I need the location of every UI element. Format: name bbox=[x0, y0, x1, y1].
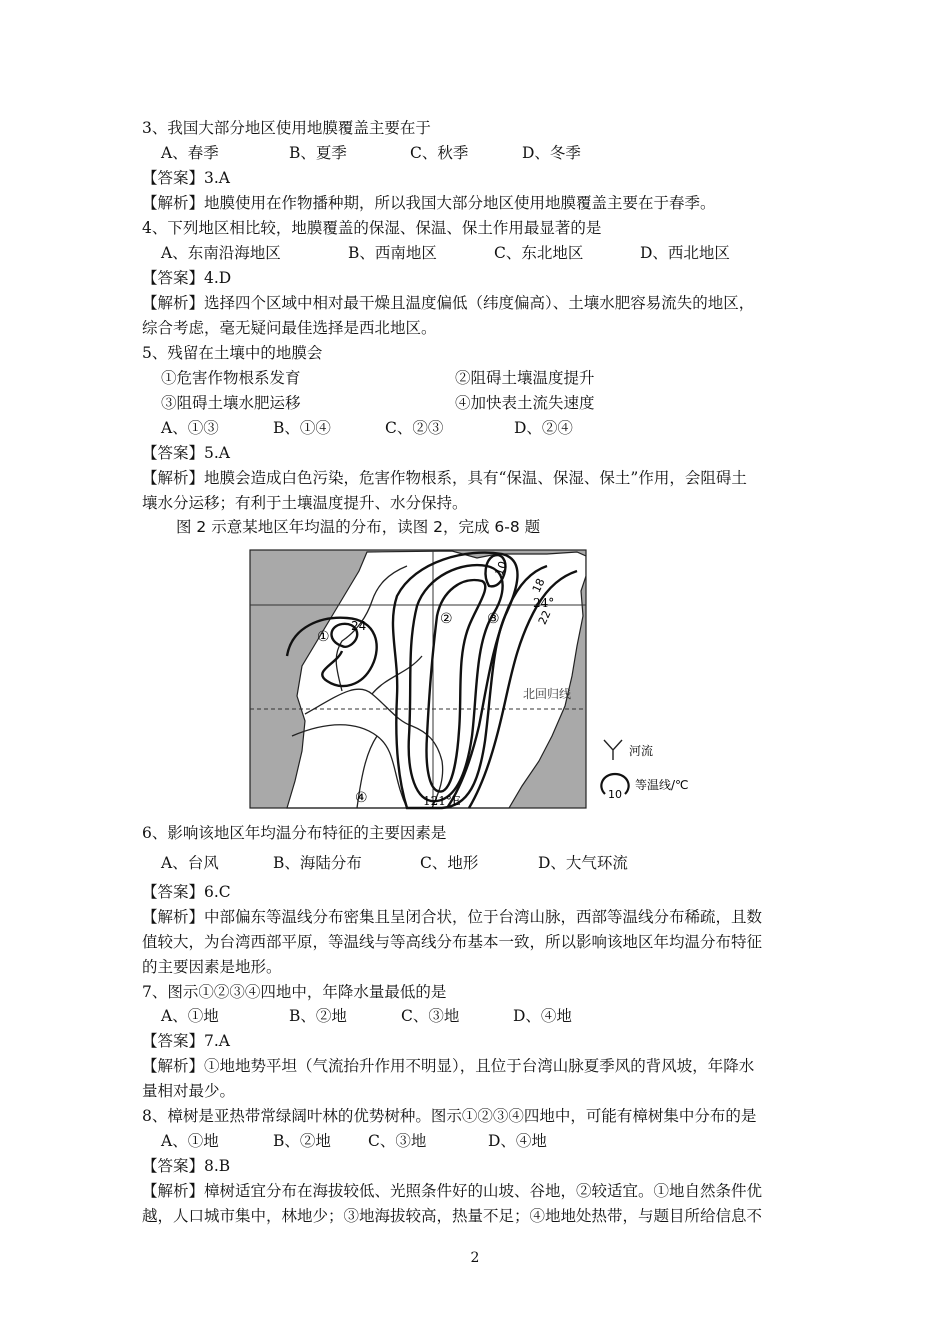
q4-option-b: B、西南地区 bbox=[348, 244, 437, 262]
q3-option-d: D、冬季 bbox=[522, 144, 581, 162]
q5-item-3: ③阻碍土壤水肥运移 bbox=[161, 394, 301, 412]
q7-option-c: C、③地 bbox=[401, 1007, 460, 1025]
legend-isotherm-label: 等温线/℃ bbox=[635, 778, 689, 792]
q3-analysis: 【解析】地膜使用在作物播种期，所以我国大部分地区使用地膜覆盖主要在于春季。 bbox=[142, 194, 716, 212]
q7-option-d: D、④地 bbox=[513, 1007, 572, 1025]
q8-option-d: D、④地 bbox=[488, 1132, 547, 1150]
isotherm-map bbox=[247, 546, 704, 811]
legend-isotherm-sample: 10 bbox=[608, 788, 622, 801]
q7-analysis-line1: 【解析】①地地势平坦（气流抬升作用不明显），且位于台湾山脉夏季风的背风坡，年降水 bbox=[142, 1057, 755, 1075]
q5-item-1: ①危害作物根系发育 bbox=[161, 369, 301, 387]
point-1-label: ① bbox=[317, 629, 330, 645]
q3-option-a: A、春季 bbox=[161, 144, 219, 162]
q4-analysis-line1: 【解析】选择四个区域中相对最干燥且温度偏低（纬度偏高）、土壤水肥容易流失的地区， bbox=[142, 294, 755, 312]
q5-analysis-line2: 壤水分运移；有利于土壤温度提升、水分保持。 bbox=[142, 494, 468, 512]
q3-option-b: B、夏季 bbox=[289, 144, 347, 162]
q6-option-c: C、地形 bbox=[420, 854, 479, 872]
q5-answer: 【答案】5.A bbox=[142, 444, 230, 462]
q4-stem: 4、下列地区相比较，地膜覆盖的保湿、保温、保土作用最显著的是 bbox=[142, 219, 602, 237]
q5-option-c: C、②③ bbox=[385, 419, 444, 437]
q3-option-c: C、秋季 bbox=[410, 144, 469, 162]
q7-stem: 7、图示①②③④四地中，年降水量最低的是 bbox=[142, 983, 447, 1001]
isotherm-label-24: 24 bbox=[351, 619, 367, 633]
point-2-label: ② bbox=[440, 611, 453, 627]
q8-option-a: A、①地 bbox=[161, 1132, 219, 1150]
q8-answer: 【答案】8.B bbox=[142, 1157, 231, 1175]
q8-option-c: C、③地 bbox=[368, 1132, 427, 1150]
q7-answer: 【答案】7.A bbox=[142, 1032, 230, 1050]
q7-option-b: B、②地 bbox=[289, 1007, 347, 1025]
q6-stem: 6、影响该地区年均温分布特征的主要因素是 bbox=[142, 824, 447, 842]
legend-river-label: 河流 bbox=[629, 744, 654, 758]
q6-answer: 【答案】6.C bbox=[142, 883, 231, 901]
q3-answer: 【答案】3.A bbox=[142, 169, 230, 187]
q6-analysis-line3: 的主要因素是地形。 bbox=[142, 958, 282, 976]
q5-stem: 5、残留在土壤中的地膜会 bbox=[142, 344, 323, 362]
q5-option-d: D、②④ bbox=[514, 419, 573, 437]
q5-option-b: B、①④ bbox=[273, 419, 331, 437]
q3-stem: 3、我国大部分地区使用地膜覆盖主要在于 bbox=[142, 119, 431, 137]
point-3-label: ③ bbox=[487, 611, 500, 627]
q8-option-b: B、②地 bbox=[273, 1132, 331, 1150]
page-number: 2 bbox=[470, 1250, 480, 1266]
q6-option-b: B、海陆分布 bbox=[273, 854, 362, 872]
q8-stem: 8、樟树是亚热带常绿阔叶林的优势树种。图示①②③④四地中，可能有樟树集中分布的是 bbox=[142, 1107, 757, 1125]
q4-option-a: A、东南沿海地区 bbox=[161, 244, 281, 262]
isotherm-label-10: 10 bbox=[492, 559, 510, 578]
q6-analysis-line1: 【解析】中部偏东等温线分布密集且呈闭合状，位于台湾山脉，西部等温线分布稀疏，且数 bbox=[142, 908, 763, 926]
q8-analysis-line1: 【解析】樟树适宜分布在海拔较低、光照条件好的山坡、谷地，②较适宜。①地自然条件优 bbox=[142, 1182, 763, 1200]
q6-option-d: D、大气环流 bbox=[538, 854, 628, 872]
q5-option-a: A、①③ bbox=[161, 419, 219, 437]
isotherm-label-18: 18 bbox=[529, 576, 548, 595]
q4-analysis-line2: 综合考虑，毫无疑问最佳选择是西北地区。 bbox=[142, 319, 437, 337]
latitude-label: 24° bbox=[533, 596, 555, 610]
q7-option-a: A、①地 bbox=[161, 1007, 219, 1025]
q4-answer: 【答案】4.D bbox=[142, 269, 232, 287]
point-4-label: ④ bbox=[355, 790, 368, 806]
tropic-label: 北回归线 bbox=[523, 687, 572, 701]
q6-analysis-line2: 值较大，为台湾西部平原，等温线与等高线分布基本一致，所以影响该地区年均温分布特征 bbox=[142, 933, 763, 951]
q7-analysis-line2: 量相对最少。 bbox=[142, 1082, 236, 1100]
longitude-label: 121°E bbox=[423, 794, 461, 808]
q4-option-c: C、东北地区 bbox=[494, 244, 584, 262]
q6-option-a: A、台风 bbox=[161, 854, 219, 872]
q5-analysis-line1: 【解析】地膜会造成白色污染，危害作物根系，具有“保温、保湿、保土”作用，会阻碍土 bbox=[142, 469, 747, 487]
isotherm-label-22: 22 bbox=[535, 608, 554, 627]
q8-analysis-line2: 越，人口城市集中，林地少；③地海拔较高，热量不足；④地地处热带，与题目所给信息不 bbox=[142, 1207, 763, 1225]
figure-caption: 图 2 示意某地区年均温的分布，读图 2，完成 6-8 题 bbox=[176, 518, 541, 536]
q5-item-4: ④加快表土流失速度 bbox=[455, 394, 595, 412]
legend-area bbox=[586, 546, 704, 811]
q5-item-2: ②阻碍土壤温度提升 bbox=[455, 369, 595, 387]
q4-option-d: D、西北地区 bbox=[640, 244, 730, 262]
